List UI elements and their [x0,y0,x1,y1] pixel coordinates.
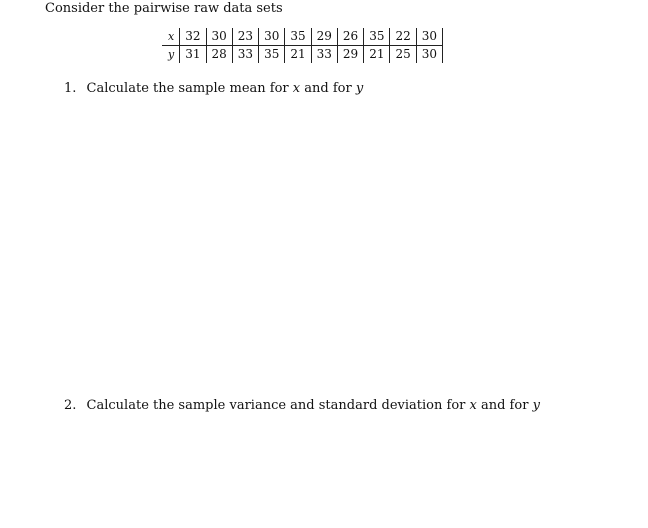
x-value: 29 [311,28,337,46]
y-value: 21 [285,46,311,64]
y-value: 30 [416,46,442,64]
intro-text: Consider the pairwise raw data sets [45,1,283,16]
math-variable-y: y [355,81,364,96]
y-label: y [168,48,175,61]
question-connector: and for [304,81,352,96]
x-value: 30 [416,28,442,46]
y-value: 31 [180,46,206,64]
y-value: 33 [311,46,337,64]
x-value: 30 [206,28,232,46]
table-row-y [162,46,443,64]
data-table [162,28,443,63]
question-1 [64,80,363,98]
table-row-x [162,28,443,46]
question-text: Calculate the sample variance and standard deviation for [86,398,466,413]
y-value: 35 [259,46,285,64]
x-value: 23 [232,28,258,46]
question-text: Calculate the sample mean for [86,81,289,96]
y-value: 29 [337,46,363,64]
x-value: 32 [180,28,206,46]
y-value: 33 [232,46,258,64]
y-value: 25 [390,46,416,64]
x-value: 30 [259,28,285,46]
question-number: 2. [64,398,77,413]
x-label: x [162,28,180,46]
y-value: 28 [206,46,232,64]
x-value: 35 [285,28,311,46]
x-value: 22 [390,28,416,46]
question-number: 1. [64,81,77,96]
math-variable-y: y [532,398,540,413]
math-variable-x: x [292,81,301,96]
question-2 [64,397,540,415]
x-value: 26 [337,28,363,46]
question-connector: and for [480,398,529,413]
y-value: 21 [364,46,390,64]
math-variable-x: x [469,398,477,413]
x-value: 35 [364,28,390,46]
